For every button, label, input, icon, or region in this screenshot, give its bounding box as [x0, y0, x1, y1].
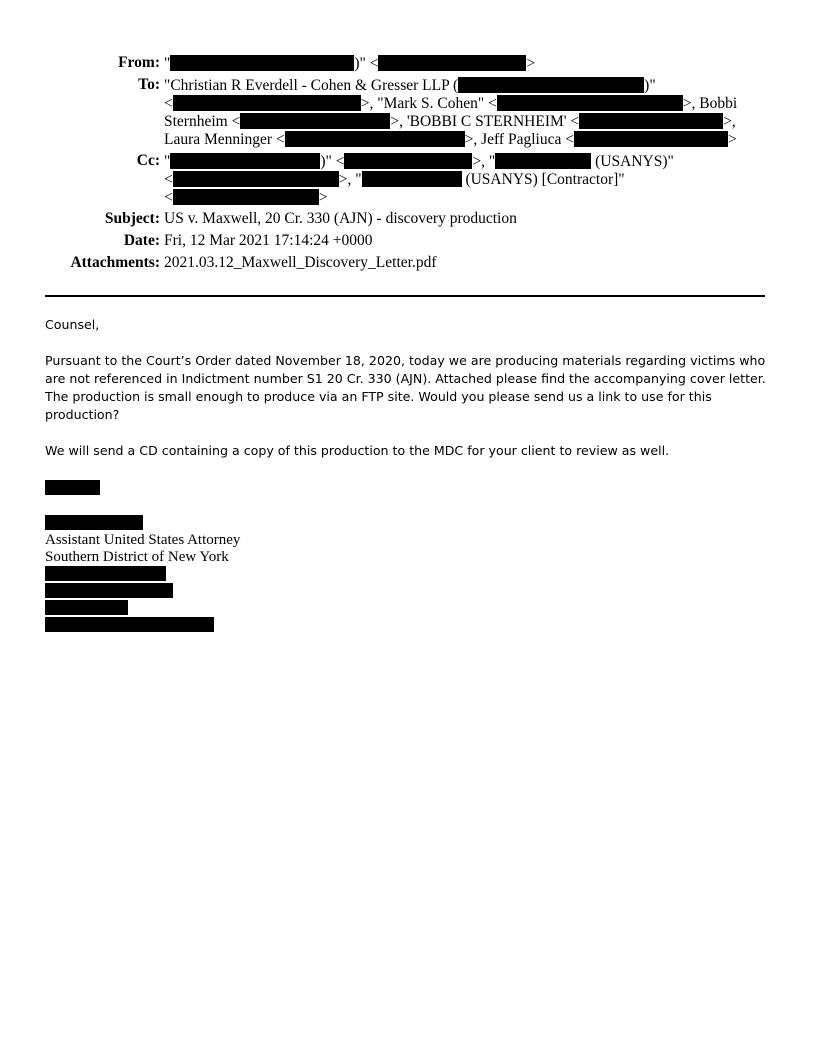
from-label: From: — [118, 54, 160, 71]
redaction-box — [574, 131, 728, 147]
redaction-box — [173, 189, 319, 205]
redaction-box — [497, 95, 683, 111]
to-line-3: Sternheim < >, 'BOBBI C STERNHEIM' < >, — [164, 113, 736, 130]
subject-value: US v. Maxwell, 20 Cr. 330 (AJN) - discovery production — [164, 210, 517, 227]
attachments-label: Attachments: — [70, 254, 160, 271]
signature-office: Southern District of New York — [45, 549, 229, 565]
signature-title: Assistant United States Attorney — [45, 532, 241, 548]
email-body — [45, 316, 775, 496]
redaction-box — [458, 77, 644, 93]
redaction-box — [285, 131, 465, 147]
redaction-box — [45, 600, 128, 615]
cc-line-1: " )" < >, " (USANYS)" — [164, 153, 674, 170]
redaction-box — [344, 153, 472, 169]
body-paragraph-2: We will send a CD containing a copy of this production to the MDC for your client to review as well. — [45, 443, 670, 458]
to-label: To: — [138, 76, 160, 93]
redaction-box — [45, 617, 214, 632]
to-line-1: "Christian R Everdell - Cohen & Gresser LLP ( )" — [164, 77, 656, 94]
header-divider — [45, 295, 765, 297]
redaction-box — [362, 171, 462, 187]
redaction-box — [170, 153, 320, 169]
date-label: Date: — [123, 232, 160, 249]
subject-label: Subject: — [104, 210, 160, 227]
redaction-box — [170, 55, 354, 71]
attachment-link[interactable]: 2021.03.12_Maxwell_Discovery_Letter.pdf — [164, 254, 437, 271]
redaction-box — [495, 153, 591, 169]
cc-line-2: < >, " (USANYS) [Contractor]" — [164, 171, 625, 188]
redaction-box — [173, 171, 339, 187]
body-paragraph-1: Pursuant to the Court’s Order dated November 18, 2020, today we are producing materials regarding victims who are not referenced in Indictment number S1 20 Cr. 330 (AJN). Attached please find the accompanying cover letter. The production is small enough to produce via an FTP site. Would you please send us a link to use for this production? — [45, 353, 766, 422]
to-line-2: < >, "Mark S. Cohen" < >, Bobbi — [164, 95, 738, 112]
redaction-box — [45, 583, 173, 598]
redaction-box — [378, 55, 526, 71]
to-line-4: Laura Menninger < >, Jeff Pagliuca < > — [164, 131, 737, 148]
redaction-box — [173, 95, 361, 111]
closing — [45, 478, 775, 496]
salutation: Counsel, — [45, 317, 100, 332]
cc-line-3: < > — [164, 189, 328, 206]
cc-label: Cc: — [136, 152, 160, 169]
from-value: " )" < > — [164, 55, 536, 72]
redaction-box — [240, 113, 390, 129]
redaction-box — [45, 515, 143, 530]
redaction-box — [45, 480, 100, 495]
date-value: Fri, 12 Mar 2021 17:14:24 +0000 — [164, 232, 373, 249]
redaction-box — [579, 113, 723, 129]
redaction-box — [45, 566, 166, 581]
